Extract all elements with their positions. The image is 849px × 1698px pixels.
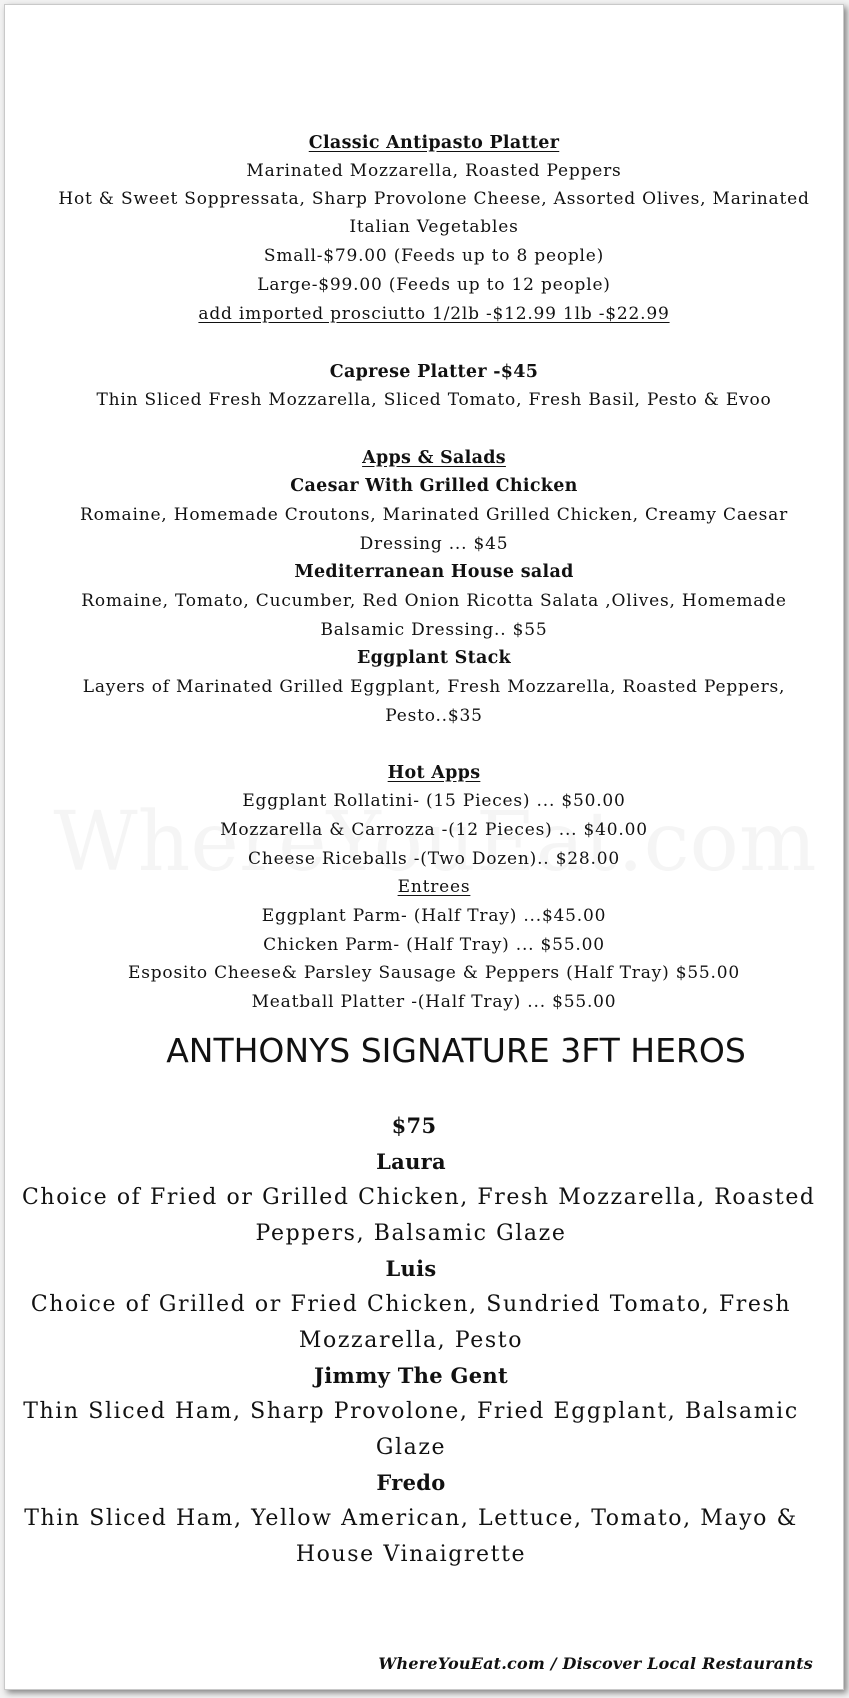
hero-desc: Choice of Fried or Grilled Chicken, Fresh Mozzarella, Roasted [22, 1185, 816, 1210]
hero-name: Luis [385, 1256, 437, 1281]
prosciutto-addon: add imported prosciutto 1/2lb -$12.99 1lb -$22.99 [198, 304, 670, 324]
menu-item-name: Eggplant Stack [357, 648, 511, 668]
antipasto-desc-line-1: Marinated Mozzarella, Roasted Peppers [246, 161, 622, 181]
list-item: Esposito Cheese& Parsley Sausage & Peppers (Half Tray) $55.00 [128, 963, 740, 983]
menu-item-desc: Romaine, Tomato, Cucumber, Red Onion Ricotta Salata ,Olives, Homemade [81, 591, 787, 611]
apps-salads-heading: Apps & Salads [362, 448, 506, 468]
menu-page [4, 4, 844, 1690]
menu-item-desc: Balsamic Dressing.. $55 [320, 620, 548, 640]
menu-item-desc: Romaine, Homemade Croutons, Marinated Grilled Chicken, Creamy Caesar [79, 505, 789, 525]
menu-item-desc: Layers of Marinated Grilled Eggplant, Fresh Mozzarella, Roasted Peppers, [82, 677, 786, 697]
hero-desc: Thin Sliced Ham, Sharp Provolone, Fried Eggplant, Balsamic [23, 1399, 799, 1424]
hero-name: Jimmy The Gent [314, 1363, 508, 1388]
hero-desc: Glaze [375, 1435, 447, 1460]
hot-apps-heading: Hot Apps [387, 763, 481, 783]
caprese-desc: Thin Sliced Fresh Mozzarella, Sliced Tomato, Fresh Basil, Pesto & Evoo [96, 390, 772, 410]
hero-desc: House Vinaigrette [295, 1542, 527, 1567]
list-item: Chicken Parm- (Half Tray) ... $55.00 [263, 935, 605, 955]
antipasto-heading: Classic Antipasto Platter [308, 133, 560, 153]
list-item: Mozzarella & Carrozza -(12 Pieces) ... $40.00 [220, 820, 648, 840]
menu-item-name: Mediterranean House salad [294, 562, 574, 582]
list-item: Cheese Riceballs -(Two Dozen).. $28.00 [248, 849, 620, 869]
hero-desc: Thin Sliced Ham, Yellow American, Lettuce, Tomato, Mayo & [24, 1506, 798, 1531]
antipasto-desc-line-2: Hot & Sweet Soppressata, Sharp Provolone Cheese, Assorted Olives, Marinated [58, 189, 810, 209]
antipasto-small-price: Small-$79.00 (Feeds up to 8 people) [263, 246, 605, 266]
list-item: Eggplant Parm- (Half Tray) ...$45.00 [261, 906, 607, 926]
list-item: Meatball Platter -(Half Tray) ... $55.00 [251, 992, 617, 1012]
hero-name: Fredo [376, 1470, 446, 1495]
hero-name: Laura [376, 1149, 446, 1174]
menu-item-desc: Pesto..$35 [385, 706, 483, 726]
caprese-heading: Caprese Platter -$45 [329, 362, 539, 382]
hero-desc: Choice of Grilled or Fried Chicken, Sundried Tomato, Fresh [30, 1292, 792, 1317]
antipasto-desc-line-3: Italian Vegetables [349, 217, 519, 237]
menu-item-name: Caesar With Grilled Chicken [290, 476, 578, 496]
hero-desc: Mozzarella, Pesto [298, 1328, 524, 1353]
list-item: Eggplant Rollatini- (15 Pieces) ... $50.00 [242, 791, 626, 811]
antipasto-large-price: Large-$99.00 (Feeds up to 12 people) [257, 275, 611, 295]
menu-item-desc: Dressing ... $45 [359, 534, 509, 554]
heros-title: ANTHONYS SIGNATURE 3FT HEROS [166, 1031, 746, 1070]
hero-desc: Peppers, Balsamic Glaze [255, 1221, 567, 1246]
footer-credit: WhereYouEat.com / Discover Local Restaurants [378, 1654, 813, 1673]
heros-price: $75 [391, 1113, 437, 1138]
entrees-heading: Entrees [397, 877, 471, 897]
